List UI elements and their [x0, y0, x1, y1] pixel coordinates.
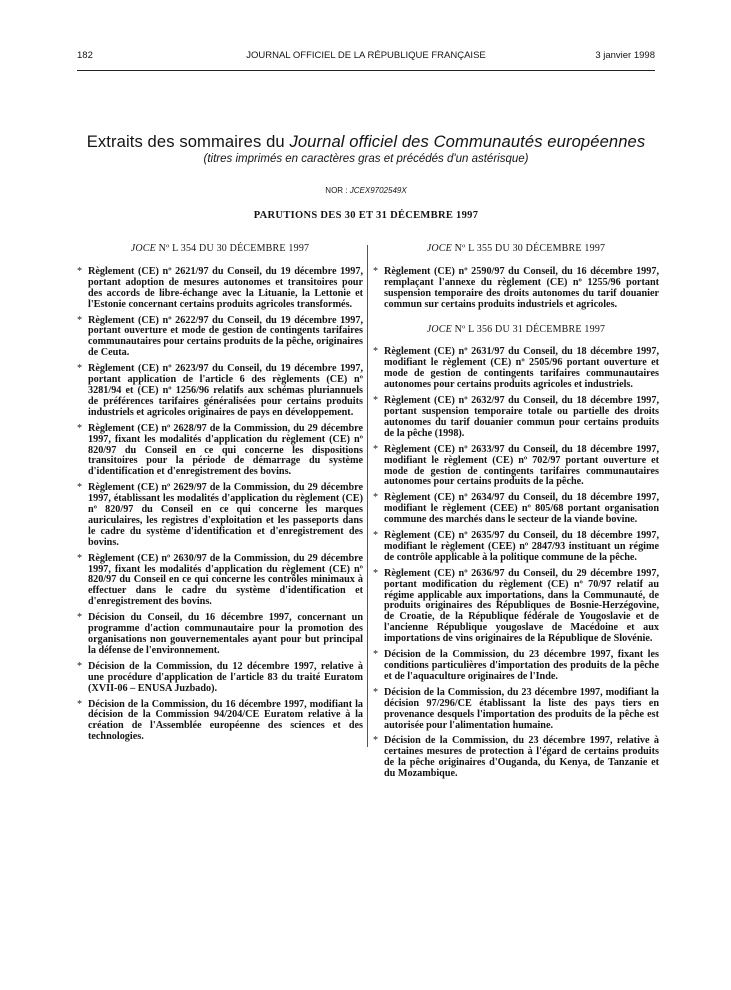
nor-label: NOR : [325, 186, 350, 195]
header-date: 3 janvier 1998 [595, 50, 655, 61]
summary-entry [77, 424, 363, 479]
entry-text: Règlement (CE) nº 2631/97 du Conseil, du 18 décembre 1997, modifiant le règlement (CE) nº 2505/96 portant ouverture et mode de gestion de contingents tarifaires communautaires autonomes pour certains produits agricoles et industriels. [384, 346, 659, 391]
summary-entry [373, 688, 659, 732]
entry-text: Décision de la Commission, du 16 décembre 1997, modifiant la décision de la Commission 94/204/CE Euratom relative à la création de l'Assemblée européenne des sciences et des technologies. [88, 698, 363, 743]
asterisk-marker: * [77, 552, 83, 564]
parutions-heading: PARUTIONS DES 30 ET 31 DÉCEMBRE 1997 [253, 210, 479, 221]
asterisk-marker: * [373, 395, 379, 407]
entry-text: Décision de la Commission, du 12 décembre 1997, relative à une procédure d'application de l'article 83 du traité Euratom (XVII-06 – ENUSA Juzbado). [88, 660, 363, 694]
right-column [373, 238, 659, 785]
asterisk-marker: * [373, 567, 379, 579]
entry-text: Décision de la Commission, du 23 décembre 1997, relative à certaines mesures de protection à l'égard de certains produits de la pêche originaires d'Ouganda, du Kenya, de Tanzanie et du Mozambique. [384, 735, 659, 780]
journal-title: JOURNAL OFFICIEL DE LA RÉPUBLIQUE FRANÇAISE [246, 50, 486, 61]
summary-entry [77, 364, 363, 419]
section-heading-l356 [373, 325, 659, 336]
asterisk-marker: * [373, 530, 379, 542]
asterisk-marker: * [77, 265, 83, 277]
joce-label: JOCE [426, 323, 452, 335]
summary-entry [77, 483, 363, 548]
asterisk-marker: * [373, 735, 379, 747]
joce-label: JOCE [426, 243, 452, 254]
asterisk-marker: * [373, 686, 379, 698]
header-rule [77, 70, 655, 71]
asterisk-marker: * [77, 363, 83, 375]
entry-text: Règlement (CE) nº 2629/97 de la Commission, du 29 décembre 1997, établissant les modalités d'application du règlement (CE) nº 820/97 du Conseil en ce qui concerne les marques auriculaires, les registres d'exploitation et les passeports dans le cadre du système d'identification et d'enregistrement des bovins. [88, 482, 363, 548]
main-title-journal: Journal officiel des Communautés européennes [289, 132, 646, 151]
asterisk-marker: * [77, 422, 83, 434]
entry-text: Règlement (CE) nº 2621/97 du Conseil, du 19 décembre 1997, portant adoption de mesures autonomes et transitoires pour des accords de libre-échange avec la Lituanie, la Lettonie et l'Estonie concernant certains produits agricoles transformés. [88, 265, 363, 310]
nor-code: JCEX9702549X [349, 186, 407, 195]
entry-text: Règlement (CE) nº 2590/97 du Conseil, du 16 décembre 1997, remplaçant l'annexe du règlement (CE) nº 1255/96 portant suspension temporaire des droits autonomes du tarif douanier commun sur certains produits industriels et agricoles. [384, 265, 659, 310]
entry-text: Règlement (CE) nº 2630/97 de la Commission, du 29 décembre 1997, fixant les modalités d'application du règlement (CE) nº 820/97 du Conseil en ce qui concerne les contrôles minimaux à effectuer dans le cadre du système d'identification et d'enregistrement des bovins. [88, 552, 363, 608]
asterisk-marker: * [77, 612, 83, 624]
asterisk-marker: * [373, 649, 379, 661]
asterisk-marker: * [77, 314, 83, 326]
asterisk-marker: * [77, 698, 83, 710]
page-header [77, 50, 655, 66]
page-number: 182 [77, 50, 93, 61]
asterisk-marker: * [77, 660, 83, 672]
section-heading-text: Nº L 356 DU 31 DÉCEMBRE 1997 [451, 323, 606, 335]
section-heading-text: Nº L 355 DU 30 DÉCEMBRE 1997 [451, 243, 606, 254]
section-heading-l355 [373, 244, 659, 255]
left-column [77, 238, 363, 748]
summary-entry [373, 267, 659, 311]
section-heading-l354 [77, 244, 363, 255]
summary-entry [373, 347, 659, 391]
summary-entry [373, 531, 659, 564]
asterisk-marker: * [373, 492, 379, 504]
entry-text: Décision de la Commission, du 23 décembre 1997, modifiant la décision 97/296/CE établissant la liste des pays tiers en provenance desquels l'importation des produits de la pêche est autorisée pour l'alimentation humaine. [384, 686, 659, 731]
entry-text: Règlement (CE) nº 2633/97 du Conseil, du 18 décembre 1997, modifiant le règlement (CE) nº 702/97 portant ouverture et mode de gestion de contingents tarifaires communautaires autonomes pour certains produits de la pêche. [384, 443, 659, 488]
left-entry-list [77, 267, 363, 743]
main-title [77, 132, 655, 152]
entry-text: Règlement (CE) nº 2632/97 du Conseil, du 18 décembre 1997, portant suspension temporaire totale ou partielle des droits autonomes du tarif douanier commun pour certains produits de la pêche (1998). [384, 395, 659, 439]
joce-label: JOCE [130, 243, 156, 254]
summary-entry [77, 316, 363, 360]
summary-entry [77, 700, 363, 744]
right-entry-list-l356 [373, 347, 659, 780]
entry-text: Règlement (CE) nº 2636/97 du Conseil, du 29 décembre 1997, portant modification du règlement (CE) nº 70/97 relatif au régime applicable aux importations, dans la Communauté, de produits originaires des Républiques de Bosnie-Herzégovine, de Croatie, de la République fédérale de Yougoslavie et de l'ancienne République yougoslave de Macédoine et aux importations de vins originaires de la République de Slovénie. [384, 567, 659, 645]
entry-text: Décision du Conseil, du 16 décembre 1997, concernant un programme d'action communautaire pour la promotion des organisations non gouvernementales ayant pour but principal la défense de l'environnement. [88, 612, 363, 656]
entry-text: Règlement (CE) nº 2628/97 de la Commission, du 29 décembre 1997, fixant les modalités d'application du règlement (CE) nº 820/97 du Conseil en ce qui concerne les dispositions transitoires pour la période de démarrage du système d'identification et d'enregistrement des bovins. [88, 422, 363, 478]
summary-entry [373, 445, 659, 489]
entry-text: Règlement (CE) nº 2622/97 du Conseil, du 19 décembre 1997, portant ouverture et mode de gestion de contingents tarifaires communautaires pour certains produits de la pêche, originaires de Ceuta. [88, 314, 363, 359]
asterisk-marker: * [77, 482, 83, 494]
summary-entry [373, 396, 659, 440]
summary-entry [77, 554, 363, 609]
summary-entry [373, 569, 659, 645]
summary-entry [77, 267, 363, 311]
main-title-prefix: Extraits des sommaires du [86, 132, 290, 151]
section-heading-text: Nº L 354 DU 30 DÉCEMBRE 1997 [155, 243, 310, 254]
asterisk-marker: * [373, 346, 379, 358]
summary-entry [373, 736, 659, 780]
column-divider [367, 245, 368, 747]
summary-entry [77, 613, 363, 657]
asterisk-marker: * [373, 443, 379, 455]
entry-text: Règlement (CE) nº 2635/97 du Conseil, du 18 décembre 1997, modifiant le règlement (CEE) nº 2847/93 instituant un régime de contrôle applicable à la politique commune de la pêche. [384, 530, 659, 563]
entry-text: Règlement (CE) nº 2623/97 du Conseil, du 19 décembre 1997, portant application de l'article 6 des règlements (CE) nº 3281/94 et (CE) nº 1256/96 relatifs aux schémas pluriannuels de préférences tarifaires généralisées pour certains produits industriels et agricoles originaires de pays en développement. [88, 363, 363, 418]
summary-entry [77, 662, 363, 695]
nor-reference [77, 186, 655, 195]
asterisk-marker: * [373, 265, 379, 277]
subtitle: (titres imprimés en caractères gras et précédés d'un astérisque) [203, 153, 529, 165]
entry-text: Décision de la Commission, du 23 décembre 1997, fixant les conditions particulières d'importation des produits de la pêche et de l'aquaculture originaires de l'Inde. [384, 649, 659, 682]
summary-entry [373, 650, 659, 683]
summary-entry [373, 493, 659, 526]
right-entry-list-l355 [373, 267, 659, 311]
entry-text: Règlement (CE) nº 2634/97 du Conseil, du 18 décembre 1997, modifiant le règlement (CEE) nº 805/68 portant organisation commune des marchés dans le secteur de la viande bovine. [384, 492, 659, 526]
